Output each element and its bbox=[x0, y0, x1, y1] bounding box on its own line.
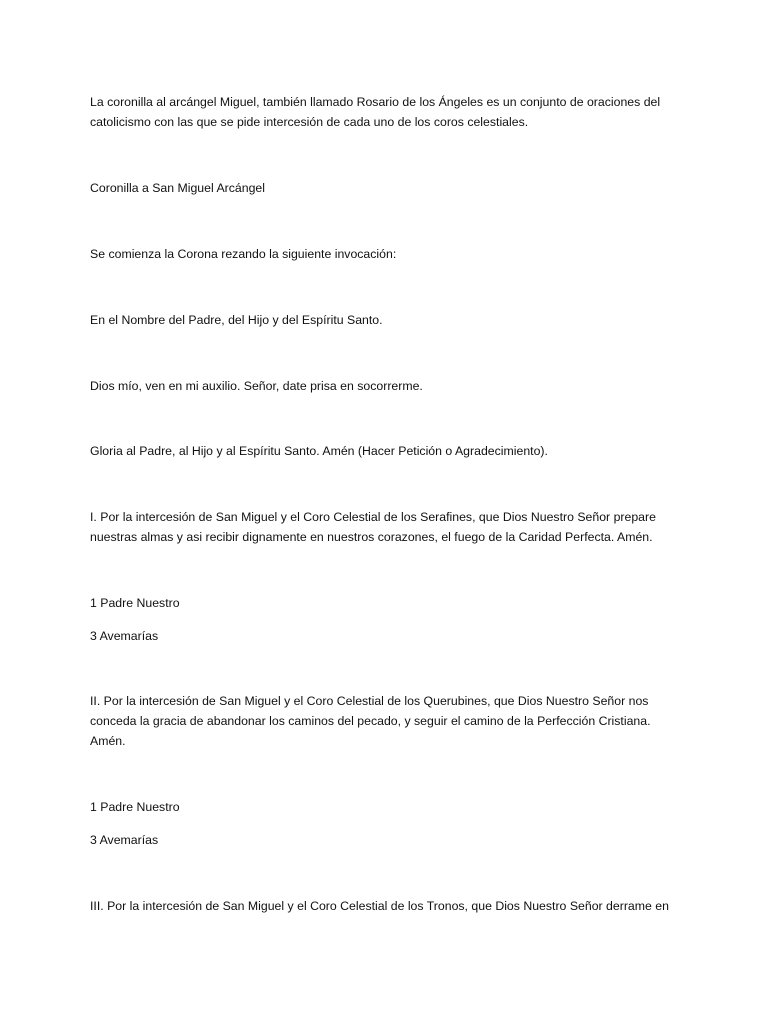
salutation-3-paragraph: III. Por la intercesión de San Miguel y el Coro Celestial de los Tronos, que Dios Nuestro Señor derrame en bbox=[90, 899, 669, 913]
invocation-paragraph: En el Nombre del Padre, del Hijo y del Espíritu Santo. bbox=[90, 313, 383, 327]
padre-nuestro-line: 1 Padre Nuestro bbox=[90, 596, 180, 610]
instruction-paragraph: Se comienza la Corona rezando la siguiente invocación: bbox=[90, 247, 397, 261]
avemarias-line: 3 Avemarías bbox=[90, 629, 159, 643]
salutation-2-paragraph: II. Por la intercesión de San Miguel y el Coro Celestial de los Querubines, que Dios Nuestro Señor nos conceda la gracia de abandonar los caminos del pecado, y seguir el camino de la Perfección Cristiana. Amén. bbox=[90, 694, 651, 748]
avemarias-line: 3 Avemarías bbox=[90, 833, 159, 847]
gloria-paragraph: Gloria al Padre, al Hijo y al Espíritu Santo. Amén (Hacer Petición o Agradecimiento). bbox=[90, 444, 548, 458]
document-title: Coronilla a San Miguel Arcángel bbox=[90, 181, 265, 195]
intro-paragraph: La coronilla al arcángel Miguel, también llamado Rosario de los Ángeles es un conjunto de oraciones del catolicismo con las que se pide intercesión de cada uno de los coros celestiales. bbox=[90, 95, 661, 129]
padre-nuestro-line: 1 Padre Nuestro bbox=[90, 800, 180, 814]
prayer-paragraph: Dios mío, ven en mi auxilio. Señor, date prisa en socorrerme. bbox=[90, 379, 423, 393]
salutation-1-paragraph: I. Por la intercesión de San Miguel y el Coro Celestial de los Serafines, que Dios Nuestro Señor prepare nuestras almas y asi recibir dignamente en nuestros corazones, el fuego de la Caridad Perfecta. Amén. bbox=[90, 510, 656, 544]
